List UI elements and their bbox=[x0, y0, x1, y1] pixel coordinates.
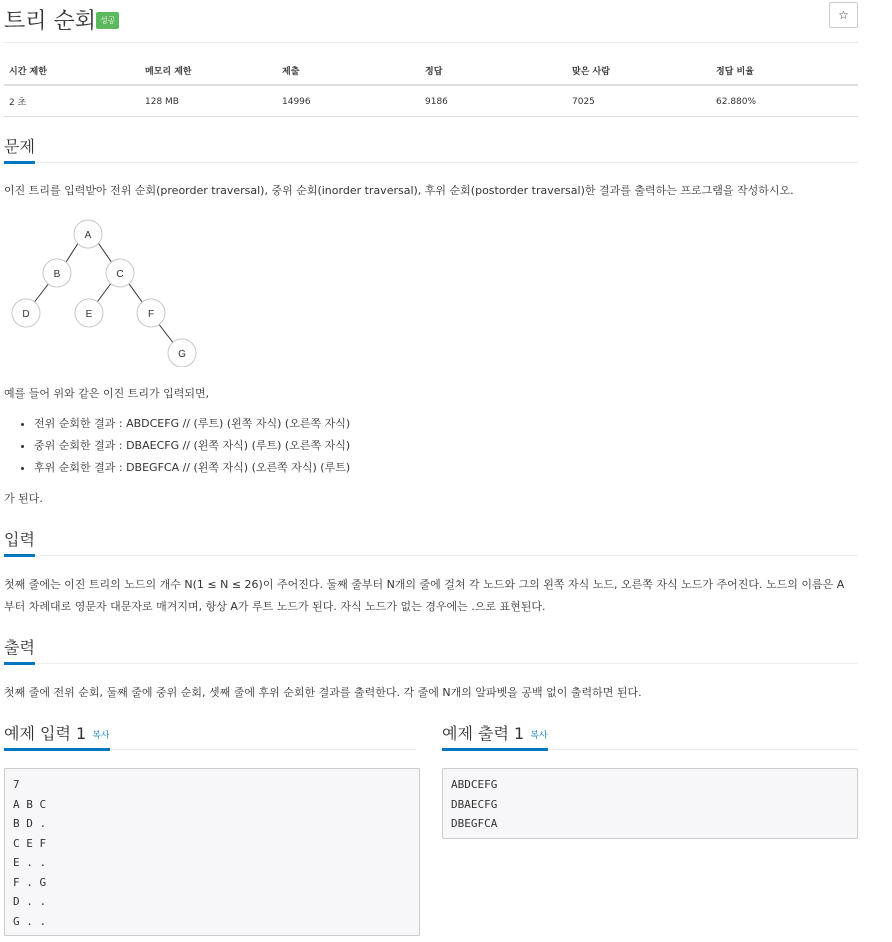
section-title: 입력 bbox=[4, 527, 35, 557]
list-item: • 전위 순회한 결과 : ABDCEFG // (루트) (왼쪽 자식) (오른쪽 자식) bbox=[34, 413, 350, 435]
accepted-value: 9186 bbox=[420, 85, 567, 117]
problem-page bbox=[4, 0, 858, 928]
star-button[interactable] bbox=[829, 2, 858, 28]
output-section bbox=[4, 635, 858, 664]
time-limit-value: 2 초 bbox=[4, 85, 140, 117]
submissions-value: 14996 bbox=[277, 85, 420, 117]
status-badge: 성공 bbox=[96, 12, 119, 29]
section-header bbox=[4, 721, 416, 750]
binary-tree-diagram bbox=[9, 217, 204, 367]
problem-section bbox=[4, 134, 858, 163]
traversal-list bbox=[4, 413, 350, 479]
output-description: 첫째 줄에 전위 순회, 둘째 줄에 중위 순회, 셋째 줄에 후위 순회한 결과를 출력한다. 각 줄에 N개의 알파벳을 공백 없이 출력하면 된다. bbox=[4, 686, 642, 699]
col-header-time-limit: 시간 제한 bbox=[4, 56, 140, 85]
tree-node-label: E bbox=[85, 309, 93, 320]
problem-description: 이진 트리를 입력받아 전위 순회(preorder traversal), 중위 순회(inorder traversal), 후위 순회(postorder traversal)한 결과를 출력하는 프로그램을 작성하시오. bbox=[4, 184, 794, 197]
section-title: 출력 bbox=[4, 635, 35, 665]
tree-node-label: C bbox=[116, 269, 124, 280]
section-title: 문제 bbox=[4, 134, 35, 164]
example-intro: 예를 들어 위와 같은 이진 트리가 입력되면, bbox=[4, 387, 210, 400]
sample-input-box: 7 A B C B D . C E F E . . F . G D . . G . . bbox=[4, 768, 420, 936]
col-header-accept-ratio: 정답 비율 bbox=[711, 56, 858, 85]
sample-input-section bbox=[4, 721, 416, 750]
copy-sample-output-button[interactable]: 복사 bbox=[530, 731, 548, 741]
tree-node-label: B bbox=[53, 269, 61, 280]
example-conclusion: 가 된다. bbox=[4, 492, 43, 505]
problem-info-table bbox=[4, 56, 858, 117]
section-header bbox=[442, 721, 858, 750]
section-header bbox=[4, 635, 858, 664]
table-header-row bbox=[4, 56, 858, 85]
section-title bbox=[442, 721, 548, 751]
accept-ratio-value: 62.880% bbox=[711, 85, 858, 117]
copy-sample-input-button[interactable]: 복사 bbox=[92, 731, 110, 741]
list-item: • 후위 순회한 결과 : DBEGFCA // (왼쪽 자식) (오른쪽 자식) (루트) bbox=[34, 457, 350, 479]
col-header-solvers: 맞은 사람 bbox=[567, 56, 711, 85]
col-header-accepted: 정답 bbox=[420, 56, 567, 85]
section-header bbox=[4, 527, 858, 556]
col-header-submissions: 제출 bbox=[277, 56, 420, 85]
solvers-value: 7025 bbox=[567, 85, 711, 117]
sample-output-section bbox=[442, 721, 858, 750]
sample-input-title: 예제 입력 1 bbox=[4, 724, 87, 743]
star-icon: ☆ bbox=[838, 8, 849, 22]
table-row bbox=[4, 85, 858, 117]
tree-node-label: F bbox=[147, 309, 155, 320]
tree-node-label: A bbox=[84, 230, 92, 241]
tree-node-label: G bbox=[178, 349, 186, 360]
sample-output-title: 예제 출력 1 bbox=[442, 724, 525, 743]
title-row bbox=[4, 0, 858, 43]
input-description-line-1: 첫째 줄에는 이진 트리의 노드의 개수 N(1 ≤ N ≤ 26)이 주어진다. 둘째 줄부터 N개의 줄에 걸쳐 각 노드와 그의 왼쪽 자식 노드, 오른쪽 자식 노드가 주어진다. 노드의 이름은 A bbox=[4, 578, 845, 591]
input-description-line-2: 부터 차례대로 영문자 대문자로 매겨지며, 항상 A가 루트 노드가 된다. 자식 노드가 없는 경우에는 .으로 표현된다. bbox=[4, 600, 546, 613]
section-title bbox=[4, 721, 110, 751]
sample-output-box: ABDCEFG DBAECFG DBEGFCA bbox=[442, 768, 858, 839]
col-header-memory-limit: 메모리 제한 bbox=[140, 56, 277, 85]
memory-limit-value: 128 MB bbox=[140, 85, 277, 117]
section-header bbox=[4, 134, 858, 163]
tree-node-label: D bbox=[22, 309, 30, 320]
input-section bbox=[4, 527, 858, 556]
page-title: 트리 순회 bbox=[4, 9, 97, 34]
list-item: • 중위 순회한 결과 : DBAECFG // (왼쪽 자식) (루트) (오른쪽 자식) bbox=[34, 435, 350, 457]
